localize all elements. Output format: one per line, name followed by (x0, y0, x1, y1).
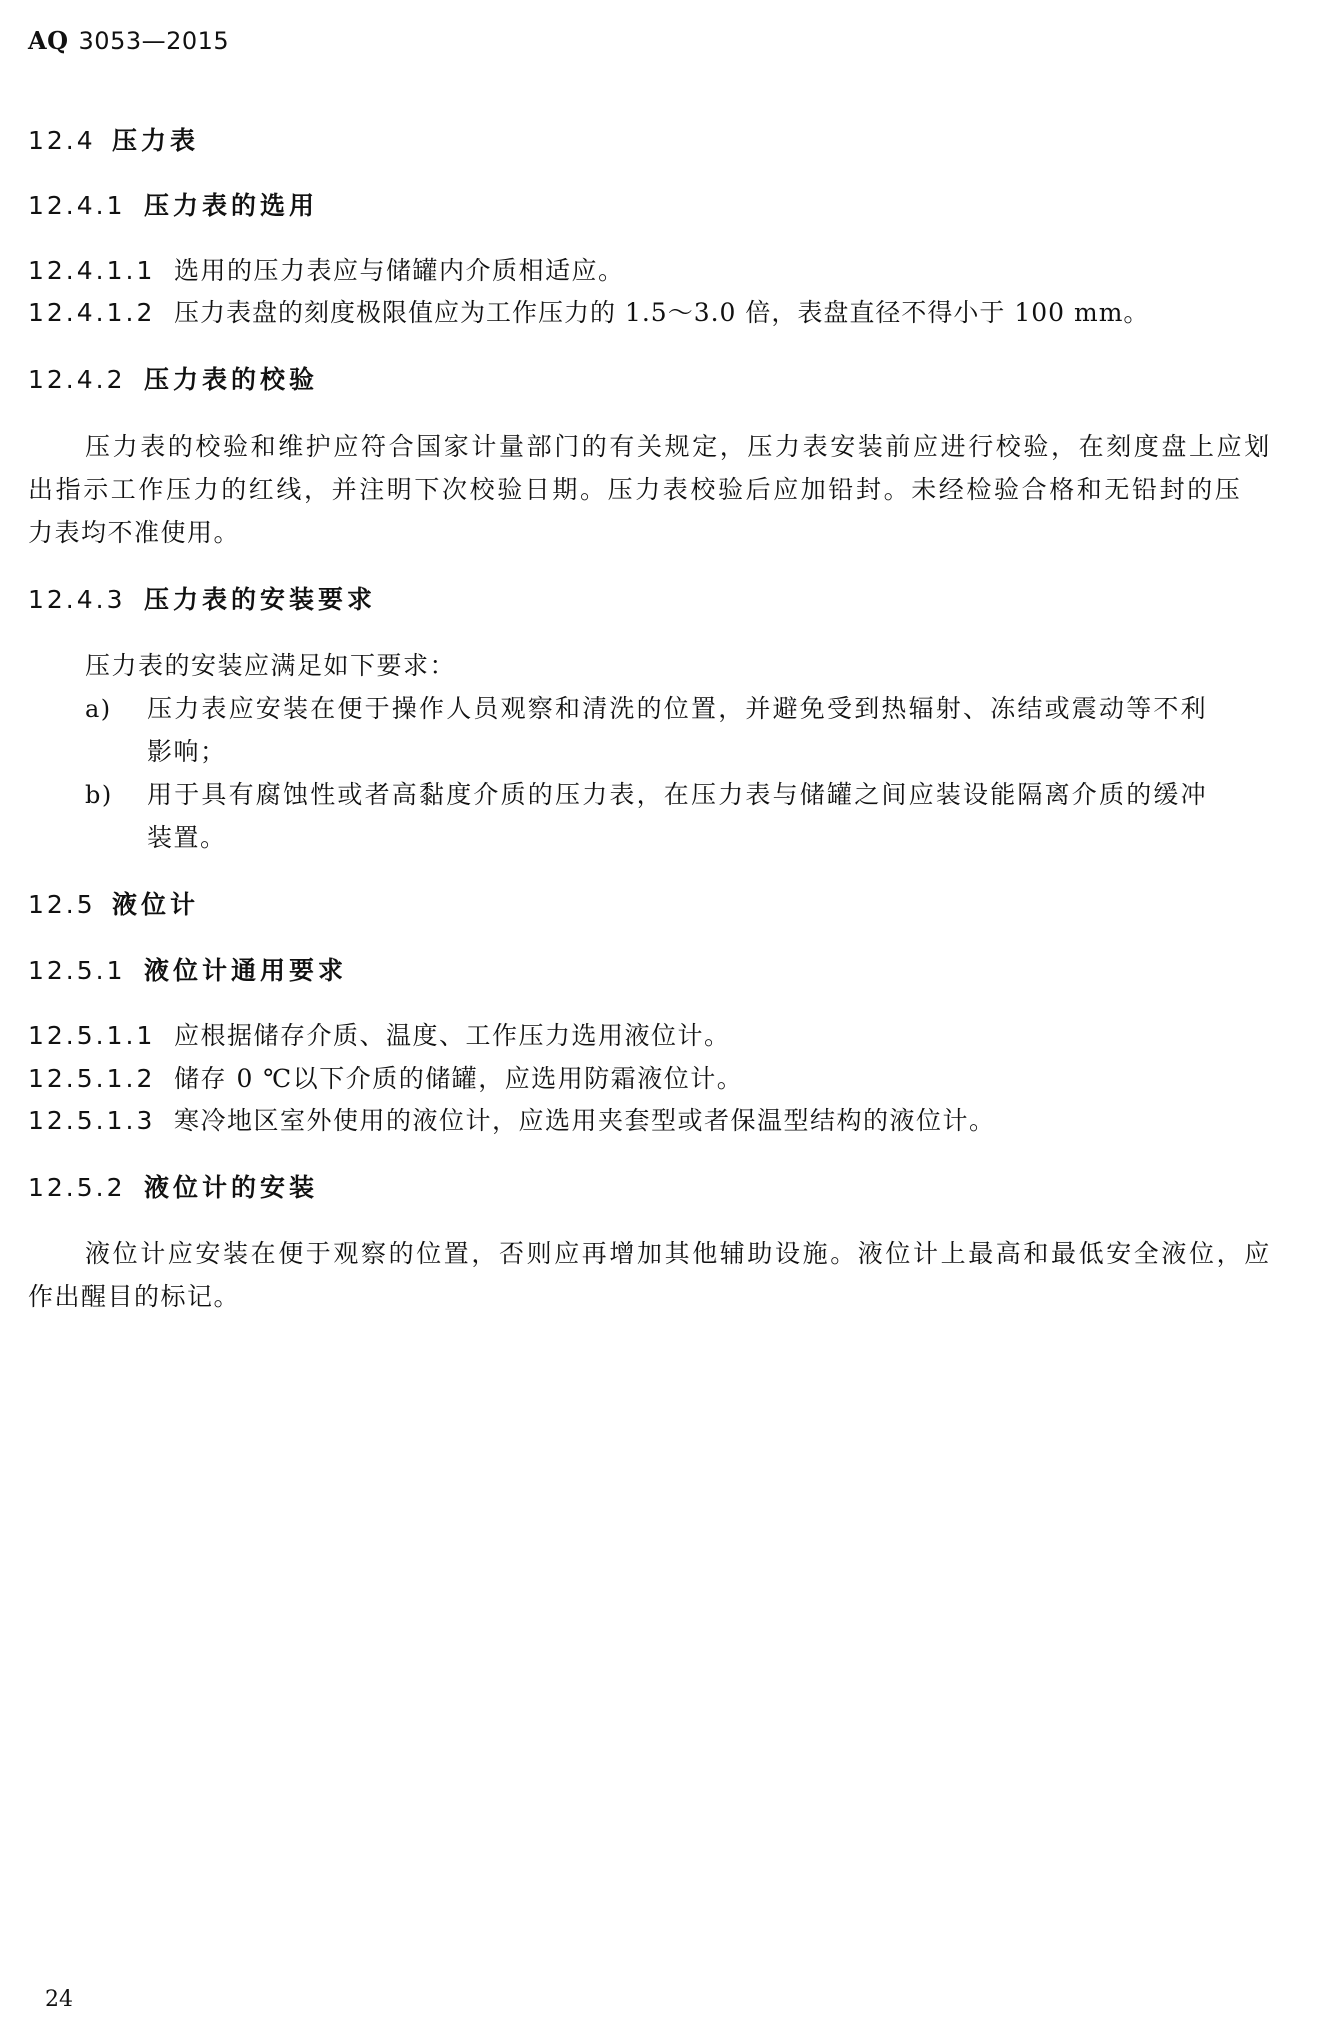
section-12-4-1-heading (28, 191, 318, 221)
section-12-4-3-heading (28, 585, 376, 615)
list-intro: 压力表的安装应满足如下要求： (85, 651, 457, 680)
clause-text: 应根据储存介质、温度、工作压力选用液位计。 (174, 1021, 731, 1050)
section-12-4-heading (28, 126, 199, 156)
paragraph-line: 力表均不准使用。 (28, 518, 241, 547)
paragraph-line: 作出醒目的标记。 (28, 1282, 241, 1311)
clause-12-5-1-3 (28, 1106, 996, 1136)
list-marker: b) (85, 781, 113, 809)
clause-12-5-1-2 (28, 1064, 743, 1094)
section-title: 压力表 (112, 126, 200, 155)
document-header (28, 26, 229, 55)
section-number: 12.4.3 (28, 585, 126, 614)
clause-text: 储存 0 ℃以下介质的储罐，应选用防霜液位计。 (174, 1064, 744, 1093)
section-number: 12.5 (28, 890, 96, 919)
paragraph-line: 压力表的校验和维护应符合国家计量部门的有关规定，压力表安装前应进行校验，在刻度盘上应划 (85, 432, 1272, 461)
section-title: 压力表的校验 (144, 365, 319, 394)
clause-number: 12.5.1.1 (28, 1021, 156, 1050)
section-title: 液位计 (112, 890, 200, 919)
clause-12-4-1-2 (28, 298, 1149, 328)
clause-text: 压力表盘的刻度极限值应为工作压力的 1.5～3.0 倍，表盘直径不得小于 100 mm。 (174, 298, 1150, 327)
clause-number: 12.4.1.2 (28, 298, 156, 327)
section-12-5-2-heading (28, 1173, 318, 1203)
clause-text: 寒冷地区室外使用的液位计，应选用夹套型或者保温型结构的液位计。 (174, 1106, 996, 1135)
section-title: 压力表的安装要求 (144, 585, 377, 614)
clause-number: 12.4.1.1 (28, 256, 156, 285)
section-12-5-heading (28, 890, 199, 920)
section-number: 12.4 (28, 126, 96, 155)
clause-12-4-1-1 (28, 256, 625, 286)
section-title: 压力表的选用 (144, 191, 319, 220)
clause-text: 选用的压力表应与储罐内介质相适应。 (174, 256, 625, 285)
clause-number: 12.5.1.3 (28, 1106, 156, 1135)
section-12-5-1-heading (28, 956, 347, 986)
section-number: 12.5.2 (28, 1173, 126, 1202)
page-number: 24 (45, 1987, 73, 2012)
standard-prefix: AQ (28, 26, 69, 55)
section-12-4-2-heading (28, 365, 318, 395)
clause-12-5-1-1 (28, 1021, 731, 1051)
list-item-line: 影响； (147, 737, 227, 766)
standard-number: 3053—2015 (78, 27, 230, 55)
list-item-line: 压力表应安装在便于操作人员观察和清洗的位置，并避免受到热辐射、冻结或震动等不利 (147, 694, 1208, 723)
paragraph-line: 出指示工作压力的红线，并注明下次校验日期。压力表校验后应加铅封。未经检验合格和无铅封的压 (28, 475, 1243, 504)
clause-number: 12.5.1.2 (28, 1064, 156, 1093)
list-marker: a) (85, 695, 112, 723)
section-number: 12.4.1 (28, 191, 126, 220)
section-number: 12.4.2 (28, 365, 126, 394)
section-number: 12.5.1 (28, 956, 126, 985)
list-item-line: 装置。 (147, 823, 227, 852)
list-item-line: 用于具有腐蚀性或者高黏度介质的压力表，在压力表与储罐之间应装设能隔离介质的缓冲 (147, 780, 1208, 809)
section-title: 液位计的安装 (144, 1173, 319, 1202)
paragraph-line: 液位计应安装在便于观察的位置，否则应再增加其他辅助设施。液位计上最高和最低安全液位，应 (85, 1239, 1272, 1268)
section-title: 液位计通用要求 (144, 956, 348, 985)
